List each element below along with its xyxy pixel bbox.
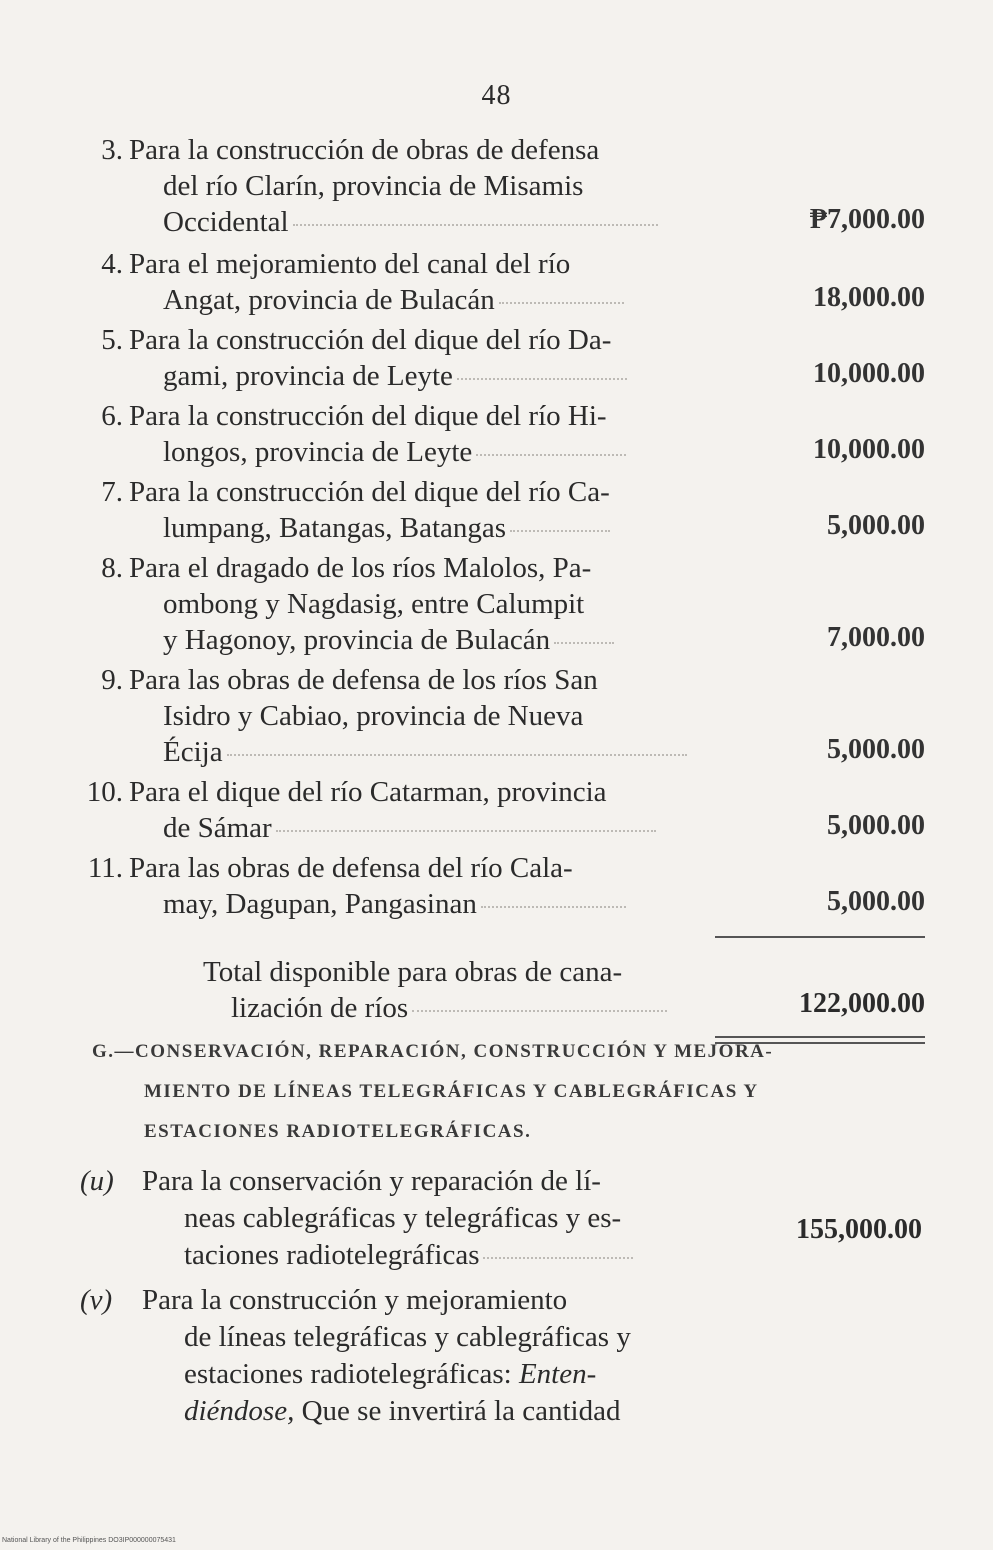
section-heading <box>92 1032 932 1152</box>
item-text: gami, provincia de Leyte <box>163 360 453 392</box>
item-number: 3. <box>101 134 123 166</box>
item-text: Para la construcción de obras de defensa <box>129 134 600 166</box>
section-heading-line: G.—CONSERVACIÓN, REPARACIÓN, CONSTRUCCIÓN Y MEJORA- <box>92 1041 774 1062</box>
list-item <box>75 398 925 470</box>
dot-leader <box>276 829 656 832</box>
item-text: y Hagonoy, provincia de Bulacán <box>163 624 551 656</box>
item-text-italic: diéndose, <box>184 1395 295 1427</box>
item-amount: 10,000.00 <box>813 358 925 389</box>
item-text: may, Dagupan, Pangasinan <box>163 888 477 920</box>
total-amount: 122,000.00 <box>799 988 925 1019</box>
item-amount: 5,000.00 <box>827 734 925 765</box>
item-text: Para la construcción y mejoramiento <box>142 1284 568 1316</box>
item-text: del río Clarín, provincia de Misamis <box>163 170 584 202</box>
footer-credit: National Library of the Philippines DO3IP000000075431 <box>2 1537 176 1544</box>
item-number: 8. <box>101 552 123 584</box>
item-text: taciones radiotelegráficas <box>184 1239 480 1271</box>
section-heading-line: ESTACIONES RADIOTELEGRÁFICAS. <box>144 1121 532 1142</box>
item-label: (u) <box>80 1165 114 1197</box>
item-number: 4. <box>101 248 123 280</box>
item-text: Angat, provincia de Bulacán <box>163 284 495 316</box>
item-text: de líneas telegráficas y cablegráficas y <box>184 1321 631 1353</box>
dot-leader <box>293 223 658 226</box>
section-items-list <box>80 1163 930 1438</box>
item-number: 10. <box>86 776 123 808</box>
item-text: ombong y Nagdasig, entre Calumpit <box>163 588 585 620</box>
item-amount: 7,000.00 <box>827 622 925 653</box>
item-amount: 5,000.00 <box>827 810 925 841</box>
dot-leader <box>510 529 610 532</box>
item-text: Isidro y Cabiao, provincia de Nueva <box>163 700 584 732</box>
dot-leader <box>499 301 624 304</box>
item-number: 6. <box>101 400 123 432</box>
item-text: de Sámar <box>163 812 272 844</box>
item-label: (v) <box>80 1284 113 1316</box>
list-item <box>75 550 925 658</box>
item-text: Para el dragado de los ríos Malolos, Pa- <box>129 552 592 584</box>
dot-leader <box>457 377 627 380</box>
item-text: Para el dique del río Catarman, provincia <box>129 776 607 808</box>
item-text: longos, provincia de Leyte <box>163 436 473 468</box>
section-heading-line: MIENTO DE LÍNEAS TELEGRÁFICAS Y CABLEGRÁFICAS Y <box>144 1081 759 1102</box>
item-text: lumpang, Batangas, Batangas <box>163 512 507 544</box>
item-text: Para las obras de defensa del río Cala- <box>129 852 573 884</box>
item-text: Para la construcción del dique del río Da- <box>129 324 612 356</box>
item-text: Para la conservación y reparación de lí- <box>142 1165 601 1197</box>
list-item <box>80 1163 930 1274</box>
item-text: Écija <box>163 736 223 768</box>
list-item <box>75 246 925 318</box>
list-item <box>75 850 925 922</box>
list-item <box>75 662 925 770</box>
total-label: Total disponible para obras de cana- <box>203 956 623 988</box>
total-label: lización de ríos <box>231 992 409 1024</box>
item-number: 5. <box>101 324 123 356</box>
item-amount: 155,000.00 <box>796 1214 922 1245</box>
item-amount: ₱7,000.00 <box>809 204 925 235</box>
list-item <box>75 132 925 240</box>
list-item <box>75 774 925 846</box>
item-amount: 5,000.00 <box>827 510 925 541</box>
item-text: neas cablegráficas y telegráficas y es- <box>184 1202 622 1234</box>
list-item <box>75 322 925 394</box>
item-text: Occidental <box>163 206 289 238</box>
item-amount: 10,000.00 <box>813 434 925 465</box>
item-number: 9. <box>101 664 123 696</box>
dot-leader <box>554 641 614 644</box>
list-item <box>80 1282 930 1430</box>
item-number: 11. <box>87 852 123 884</box>
dot-leader <box>412 1009 667 1012</box>
list-item <box>75 474 925 546</box>
appropriation-items-list <box>75 132 925 1046</box>
dot-leader <box>483 1256 633 1259</box>
item-number: 7. <box>101 476 123 508</box>
item-text: estaciones radiotelegráficas: <box>184 1358 512 1390</box>
dot-leader <box>476 453 626 456</box>
dot-leader <box>481 905 626 908</box>
item-text: Para el mejoramiento del canal del río <box>129 248 571 280</box>
total-row <box>75 954 925 1026</box>
item-text: Que se invertirá la cantidad <box>301 1395 621 1427</box>
page-number: 48 <box>481 80 512 111</box>
item-text: Para la construcción del dique del río Hi- <box>129 400 607 432</box>
item-text: Para las obras de defensa de los ríos San <box>129 664 598 696</box>
dot-leader <box>227 753 687 756</box>
item-text-italic: Enten- <box>518 1358 597 1390</box>
item-amount: 18,000.00 <box>813 282 925 313</box>
item-text: Para la construcción del dique del río Ca- <box>129 476 610 508</box>
subtotal-divider <box>75 926 925 944</box>
item-amount: 5,000.00 <box>827 886 925 917</box>
